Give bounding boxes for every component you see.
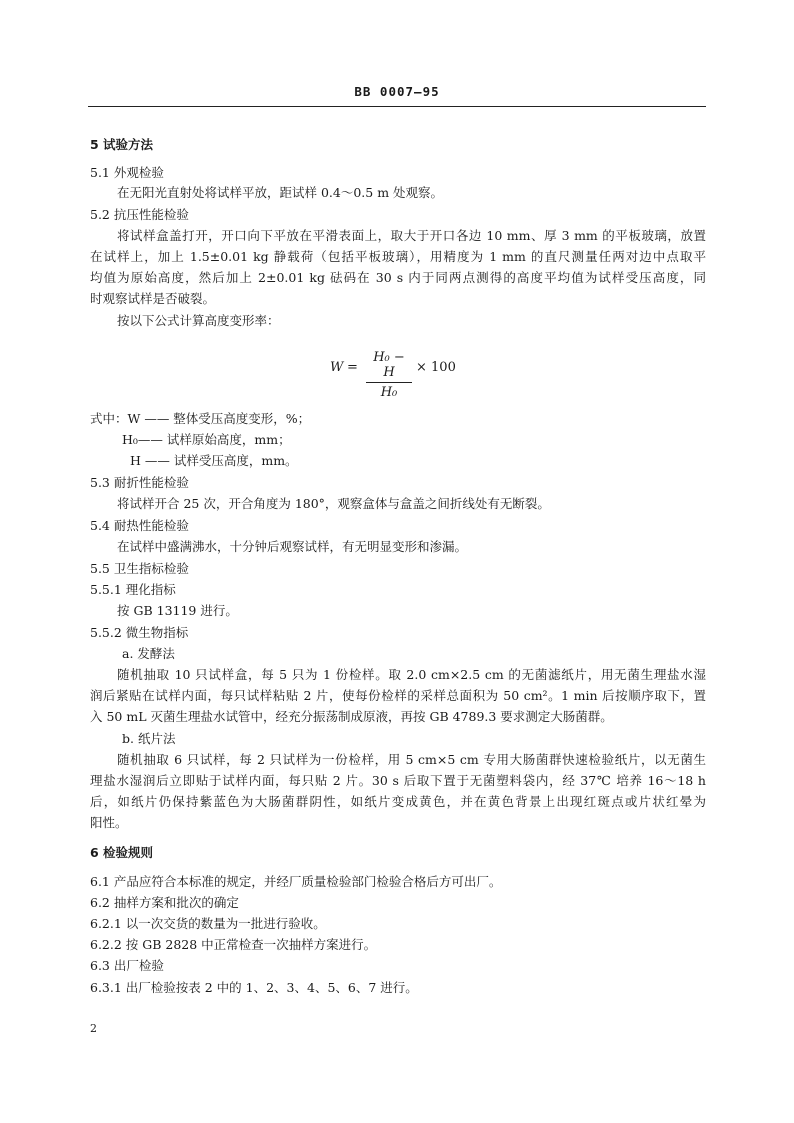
text-line: 在无阳光直射处将试样平放，距试样 0.4～0.5 m 处观察。: [117, 185, 444, 200]
text-line: 6.3.1 出厂检验按表 2 中的 1、2、3、4、5、6、7 进行。: [90, 980, 418, 995]
text-line: 5.5.1 理化指标: [90, 582, 176, 597]
text-line: 随机抽取 10 只试样盒，每 5 只为 1 份检样。取 2.0 cm×2.5 cm 的无菌滤纸片，用无菌生理盐水湿: [117, 667, 706, 682]
text-line: 在试样中盛满沸水，十分钟后观察试样，有无明显变形和渗漏。: [117, 539, 468, 554]
text-line: 式中：W —— 整体受压高度变形，%；: [90, 411, 311, 426]
text-line: 在试样上，加上 1.5±0.01 kg 静载荷（包括平板玻璃），用精度为 1 mm 的直尺测量任两对边中点取平: [90, 249, 706, 264]
text-line: 后，如纸片仍保持紫蓝色为大肠菌群阴性，如纸片变成黄色，并在黄色背景上出现红斑点或片状红晕为: [90, 794, 706, 809]
text-line: 入 50 mL 灭菌生理盐水试管中，经充分振荡制成原液，再按 GB 4789.3 要求测定大肠菌群。: [90, 709, 613, 724]
formula-equals: =: [347, 360, 358, 375]
text-line: a. 发酵法: [122, 646, 175, 661]
text-line: H —— 试样受压高度，mm。: [130, 453, 298, 468]
text-line: 6.2.2 按 GB 2828 中正常检查一次抽样方案进行。: [90, 937, 377, 952]
formula-fraction: [366, 350, 412, 400]
text-line: 理盐水湿润后立即贴于试样内面，每只贴 2 片。30 s 后取下置于无菌塑料袋内，经 37℃ 培养 16～18 h: [90, 773, 706, 788]
text-line: 随机抽取 6 只试样，每 2 只试样为一份检样，用 5 cm×5 cm 专用大肠菌群快速检验纸片，以无菌生: [117, 752, 706, 767]
standard-code-header: BB 0007—95: [354, 84, 440, 99]
fraction-bar: [366, 382, 412, 383]
text-line: 润后紧贴在试样内面，每只试样粘贴 2 片，使每份检样的采样总面积为 50 cm²。1 min 后按顺序取下，置: [90, 688, 706, 703]
text-line: 将试样开合 25 次，开合角度为 180°，观察盒体与盒盖之间折线处有无断裂。: [117, 496, 550, 511]
text-line: 均值为原始高度，然后加上 2±0.01 kg 砝码在 30 s 内于同两点测得的高度平均值为试样受压高度，同: [90, 270, 706, 285]
text-line: 5.3 耐折性能检验: [90, 475, 189, 490]
text-line: 6.2 抽样方案和批次的确定: [90, 895, 239, 910]
text-line: 5.1 外观检验: [90, 165, 164, 180]
formula-denominator: H₀: [380, 385, 398, 400]
deformation-formula: [330, 350, 470, 400]
formula-lhs: W: [330, 360, 344, 375]
text-line: 6.3 出厂检验: [90, 958, 164, 973]
text-line: 5.2 抗压性能检验: [90, 207, 189, 222]
text-line: 阳性。: [90, 815, 128, 830]
text-line: 时观察试样是否破裂。: [90, 291, 216, 306]
text-line: 6.1 产品应符合本标准的规定，并经厂质量检验部门检验合格后方可出厂。: [90, 874, 502, 889]
text-line: b. 纸片法: [122, 731, 176, 746]
text-line: 6.2.1 以一次交货的数量为一批进行验收。: [90, 916, 326, 931]
text-line: 5.5.2 微生物指标: [90, 625, 189, 640]
text-line: 将试样盒盖打开，开口向下平放在平滑表面上，取大于开口各边 10 mm、厚 3 mm 的平板玻璃，放置: [117, 228, 706, 243]
page-number: 2: [90, 1022, 97, 1035]
formula-numerator: H₀ − H: [373, 350, 405, 380]
text-line: 按以下公式计算高度变形率：: [117, 313, 280, 328]
text-line: 5.4 耐热性能检验: [90, 518, 189, 533]
text-line: H₀—— 试样原始高度，mm；: [122, 432, 291, 447]
formula-rhs: × 100: [416, 360, 456, 375]
text-line: 按 GB 13119 进行。: [117, 603, 238, 618]
text-line: 5 试验方法: [90, 137, 154, 152]
text-line: 5.5 卫生指标检验: [90, 561, 189, 576]
text-line: 6 检验规则: [90, 845, 154, 860]
